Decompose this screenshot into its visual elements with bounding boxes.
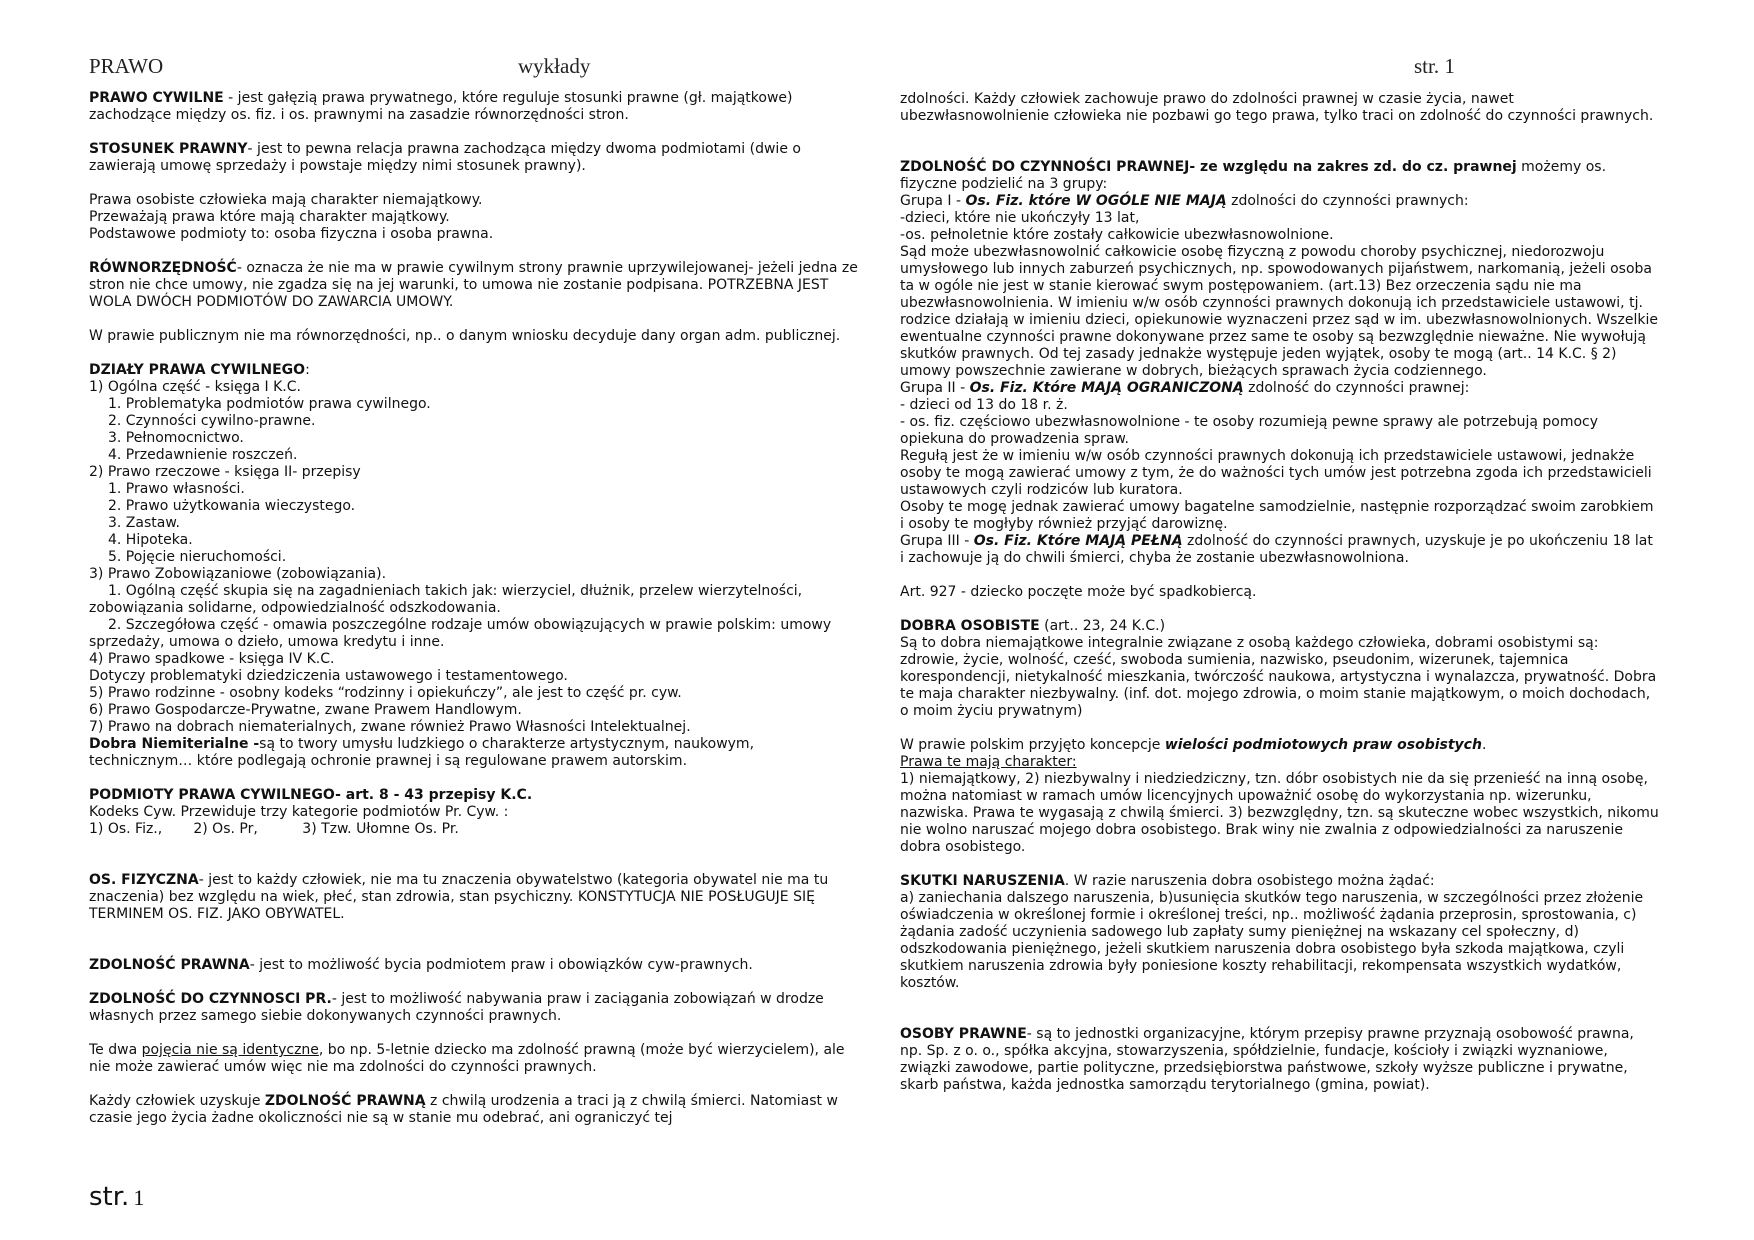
list-item: 3) Prawo Zobowiązaniowe (zobowiązania). [89, 566, 387, 582]
list-item: 4. Hipoteka. [108, 532, 193, 548]
list-item: 5. Pojęcie nieruchomości. [108, 549, 287, 565]
list-item: 1. Ogólną część skupia się na zagadnieniach takich jak: wierzyciel, dłużnik, przelew wierzytelności, zobowiązania solidarne, odpowiedzialność odszkodowania. [89, 583, 803, 616]
list-item: 3. Zastaw. [108, 515, 180, 531]
paragraph: Regułą jest że w imieniu w/w osób czynności prawnych dokonują ich przedstawiciele ustawowi, jednakże osoby te mogą zawierać umowy z tym, że do ważności tych umów jest potrzebna zgoda ich przedstawicieli ustawowych czyli rodziców lub kuratora. [900, 448, 1652, 498]
footer-page-number: str. 1 [89, 1182, 145, 1212]
paragraph: Dobra Niemiterialne -są to twory umysłu ludzkiego o charakterze artystycznym, naukowym, technicznym… które podlegają ochronie prawnej i są regulowane prawem autorskim. [89, 736, 755, 769]
paragraph: - os. fiz. częściowo ubezwłasnowolnione - te osoby rozumieją pewne sprawy ale potrzebują pomocy opiekuna do prowadzenia spraw. [900, 414, 1599, 447]
paragraph: ZDOLNOŚĆ DO CZYNNOŚCI PRAWNEJ- ze względu na zakres zd. do cz. prawnej możemy os. fizyczne podzielić na 3 grupy: [900, 159, 1607, 192]
paragraph: Grupa III - Os. Fiz. Które MAJĄ PEŁNĄ zdolność do czynności prawnych, uzyskuje je po ukończeniu 18 lat i zachowuje ją do chwili śmierci, chyba że zostanie ubezwłasnowolniona. [900, 533, 1653, 566]
list-item: 2) Prawo rzeczowe - księga II- przepisy [89, 464, 361, 480]
section-heading: DZIAŁY PRAWA CYWILNEGO: [89, 362, 310, 378]
text-line: Prawa te mają charakter: [900, 754, 1077, 770]
header-page-number: str. 1 [1414, 54, 1455, 78]
text-line: W prawie polskim przyjęto koncepcje wielości podmiotowych praw osobistych. [900, 737, 1487, 753]
section-heading: DOBRA OSOBISTE (art.. 23, 24 K.C.) [900, 618, 1166, 634]
paragraph: STOSUNEK PRAWNY- jest to pewna relacja prawna zachodząca między dwoma podmiotami (dwie o zawierają umowę sprzedaży i powstaje między nimi stosunek prawny). [89, 141, 801, 174]
list-item: 1. Problematyka podmiotów prawa cywilnego. [108, 396, 431, 412]
list-item: 3. Pełnomocnictwo. [108, 430, 244, 446]
list-item: 6) Prawo Gospodarcze-Prywatne, zwane Prawem Handlowym. [89, 702, 522, 718]
text-line: Grupa II - Os. Fiz. Które MAJĄ OGRANICZONĄ zdolność do czynności prawnej: [900, 380, 1470, 396]
list-item: 4. Przedawnienie roszczeń. [108, 447, 298, 463]
header-subtitle: wykłady [518, 54, 591, 78]
paragraph: zdolności. Każdy człowiek zachowuje prawo do zdolności prawnej w czasie życia, nawet ubezwłasnowolnienie człowieka nie pozbawi go tego prawa, tylko traci on zdolność do czynności prawnych. [900, 91, 1654, 124]
section-heading: SKUTKI NARUSZENIA. W razie naruszenia dobra osobistego można żądać: [900, 873, 1435, 889]
text-line: Przeważają prawa które mają charakter majątkowy. [89, 209, 450, 225]
text-line: Kodeks Cyw. Przewiduje trzy kategorie podmiotów Pr. Cyw. : [89, 804, 509, 820]
paragraph: Sąd może ubezwłasnowolnić całkowicie osobę fizyczną z powodu choroby psychicznej, niedorozwoju umysłowego lub innych zaburzeń psychicznych, np. spowodowanych pijaństwem, narkomanią, jeżeli osoba ta w ogóle nie jest w stanie kierować swym postępowaniem. (art.13) Bez orzeczenia sądu nie ma ubezwłasnowolnienia. W imieniu w/w osób czynności prawnych dokonują ich przedstawiciele ustawowi, tj. rodzice działają w imieniu dzieci, opiekunowie wyznaczeni przez sąd w im. ubezwłasnowolnionych. Wszelkie ewentualne czynności prawne dokonywane przez same te osoby są bezwzględnie nieważne. Nie wywołują skutków prawnych. Od tej zasady jednakże występuje jeden wyjątek, osoby te mogą (art.. 14 K.C. § 2) umowy powszechnie zawierane w dobrych, bieżących sprawach życia codziennego. [900, 244, 1658, 379]
text-line: Podstawowe podmioty to: osoba fizyczna i osoba prawna. [89, 226, 494, 242]
paragraph: a) zaniechania dalszego naruszenia, b)usunięcia skutków tego naruszenia, w szczególności przez złożenie oświadczenia w określonej formie i określonej treści, np.. możliwość żądania przeprosin, sprostowania, c) żądania zadość uczynienia sadowego lub zapłaty sumy pieniężnej na wskazany cel społeczny, d) odszkodowania pieniężnego, jeżeli skutkiem naruszenia dobra osobistego była szkoda majątkowa, czyli skutkiem naruszenia zdrowia były poniesione koszty rehabilitacji, rekompensata wszystkich wydatków, kosztów. [900, 890, 1644, 991]
text-line: Art. 927 - dziecko poczęte może być spadkobiercą. [900, 584, 1257, 600]
list-item: 1) Ogólna część - księga I K.C. [89, 379, 301, 395]
header-title: PRAWO [89, 54, 164, 78]
right-column [900, 91, 1660, 1094]
list-item: 4) Prawo spadkowe - księga IV K.C. [89, 651, 335, 667]
list-item: 2. Prawo użytkowania wieczystego. [108, 498, 356, 514]
text-line: Grupa I - Os. Fiz. które W OGÓLE NIE MAJĄ zdolności do czynności prawnych: [900, 193, 1469, 209]
list-item: 2. Szczegółowa część - omawia poszczególne rodzaje umów obowiązujących w prawie polskim: umowy sprzedaży, umowa o dzieło, umowa kredytu i inne. [89, 617, 832, 650]
list-item: 1. Prawo własności. [108, 481, 245, 497]
text-line: -dzieci, które nie ukończyły 13 lat, [900, 210, 1140, 226]
paragraph: OSOBY PRAWNE- są to jednostki organizacyjne, którym przepisy prawne przyznają osobowość prawna, np. Sp. z o. o., spółka akcyjna, stowarzyszenia, spółdzielnie, fundacje, kościoły i związki wyznaniowe, związki zawodowe, partie polityczne, przedsiębiorstwa państwowe, szkoły wyższe publiczne i prywatne, skarb państwa, każda jednostka samorządu terytorialnego (gmina, powiat). [900, 1026, 1634, 1093]
text-line: - dzieci od 13 do 18 r. ż. [900, 397, 1068, 413]
section-heading: PODMIOTY PRAWA CYWILNEGO- art. 8 - 43 przepisy K.C. [89, 787, 533, 803]
text-line: -os. pełnoletnie które zostały całkowicie ubezwłasnowolnione. [900, 227, 1334, 243]
paragraph: ZDOLNOŚĆ PRAWNA- jest to możliwość bycia podmiotem praw i obowiązków cyw-prawnych. [89, 957, 753, 973]
paragraph: PRAWO CYWILNE - jest gałęzią prawa prywatnego, które reguluje stosunki prawne (gł. majątkowe) zachodzące między os. fiz. i os. prawnymi na zasadzie równorzędności stron. [89, 90, 793, 123]
list-item: Dotyczy problematyki dziedziczenia ustawowego i testamentowego. [89, 668, 568, 684]
paragraph: OS. FIZYCZNA- jest to każdy człowiek, nie ma tu znaczenia obywatelstwo (kategoria obywatel nie ma tu znaczenia) bez względu na wiek, płeć, stan zdrowia, stan psychiczny. KONSTYTUCJA NIE POSŁUGUJE SIĘ TERMINEM OS. FIZ. JAKO OBYWATEL. [89, 872, 829, 922]
left-column [89, 90, 859, 1127]
list-item: 5) Prawo rodzinne - osobny kodeks “rodzinny i opiekuńczy”, ale jest to część pr. cyw. [89, 685, 682, 701]
paragraph: Każdy człowiek uzyskuje ZDOLNOŚĆ PRAWNĄ z chwilą urodzenia a traci ją z chwilą śmierci. Natomiast w czasie jego życia żadne okoliczności nie są w stanie mu odebrać, ani ograniczyć tej [89, 1093, 838, 1126]
list-item: 7) Prawo na dobrach niematerialnych, zwane również Prawo Własności Intelektualnej. [89, 719, 691, 735]
text-line: Prawa osobiste człowieka mają charakter niemajątkowy. [89, 192, 483, 208]
list-item: 2. Czynności cywilno-prawne. [108, 413, 316, 429]
paragraph: 1) niemajątkowy, 2) niezbywalny i niedziedziczny, tzn. dóbr osobistych nie da się przenieść na inną osobę, można natomiast w ramach umów licencyjnych upoważnić osobę do wykorzystania np. wizerunku, nazwiska. Prawa te wygasają z chwilą śmierci. 3) bezwzględny, tzn. są skuteczne wobec wszystkich, nikomu nie wolno naruszać mojego dobra osobistego. Brak winy nie zwalnia z odpowiedzialności za naruszenie dobra osobistego. [900, 771, 1659, 855]
paragraph: RÓWNORZĘDNOŚĆ- oznacza że nie ma w prawie cywilnym strony prawnie uprzywilejowanej- jeżeli jedna ze stron nie chce umowy, nie zgadza się na jej warunki, to umowa nie zostanie podpisana. POTRZEBNA JEST WOLA DWÓCH PODMIOTÓW DO ZAWARCIA UMOWY. [89, 260, 858, 310]
text-line: 1) Os. Fiz., 2) Os. Pr, 3) Tzw. Ułomne Os. Pr. [89, 821, 459, 837]
paragraph: Osoby te mogę jednak zawierać umowy bagatelne samodzielnie, następnie rozporządzać swoim zarobkiem i osoby te mogłyby również przyjąć darowiznę. [900, 499, 1654, 532]
paragraph: ZDOLNOŚĆ DO CZYNNOSCI PR.- jest to możliwość nabywania praw i zaciągania zobowiązań w drodze własnych przez samego siebie dokonywanych czynności prawnych. [89, 991, 824, 1024]
paragraph: Te dwa pojęcia nie są identyczne, bo np. 5-letnie dziecko ma zdolność prawną (może być wierzycielem), ale nie może zawierać umów więc nie ma zdolności do czynności prawnych. [89, 1042, 845, 1075]
paragraph: Są to dobra niemajątkowe integralnie związane z osobą każdego człowieka, dobrami osobistymi są: zdrowie, życie, wolność, cześć, swoboda sumienia, nazwisko, pseudonim, wizerunek, tajemnica korespondencji, nietykalność mieszkania, twórczość naukowa, artystyczna i wynalazcza, prywatność. Dobra te maja charakter niezbywalny. (inf. dot. mojego zdrowia, o moim stanie majątkowym, o moich dochodach, o moim życiu prywatnym) [900, 635, 1657, 719]
paragraph: W prawie publicznym nie ma równorzędności, np.. o danym wniosku decyduje dany organ adm. publicznej. [89, 328, 841, 344]
